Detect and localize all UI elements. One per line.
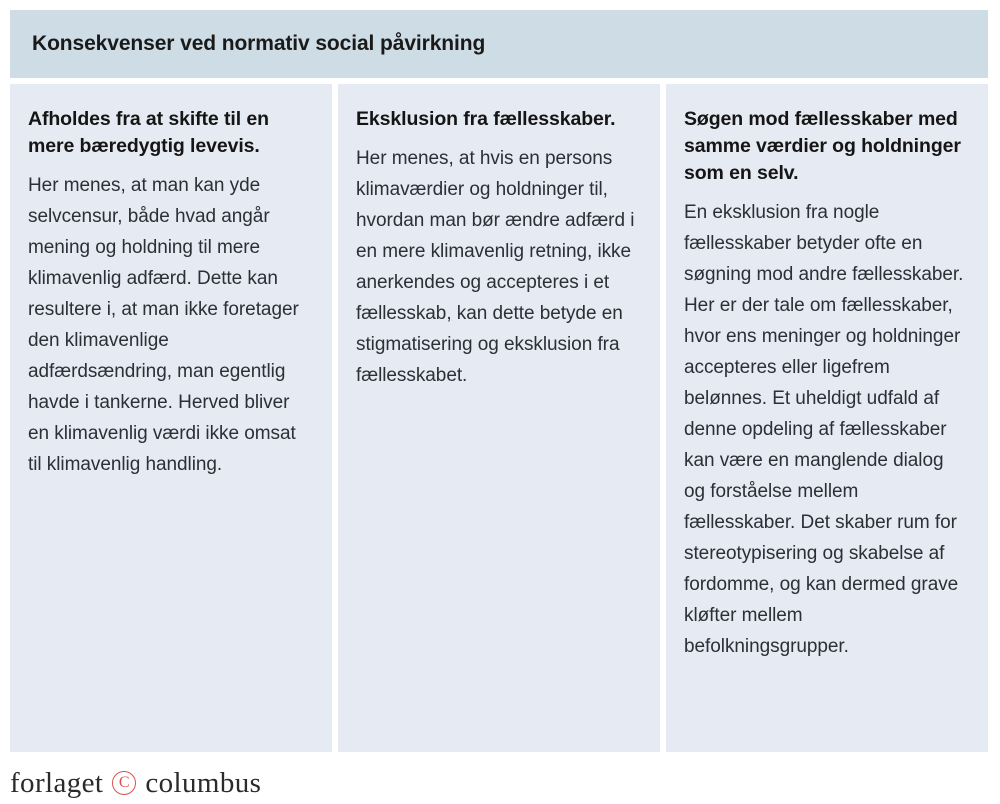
publisher-logo (10, 767, 261, 800)
column-1-heading: Afholdes fra at skifte til en mere bæredygtig levevis. (28, 108, 269, 157)
table-body (10, 84, 988, 752)
column-2-body: Her menes, at hvis en persons klimaværdier og holdninger til, hvordan man bør ændre adfærd i en mere klimavenlig retning, ikke anerkendes og accepteres i et fællesskab, kan dette betyde en stigmatisering og eksklusion fra fællesskabet. (356, 148, 635, 386)
column-3-heading: Søgen mod fællesskaber med samme værdier og holdninger som en selv. (684, 108, 961, 184)
table-column-1 (10, 84, 332, 752)
column-2-heading: Eksklusion fra fællesskaber. (356, 108, 616, 130)
logo-suffix-text: columbus (145, 766, 262, 799)
page-title: Konsekvenser ved normativ social påvirkning (32, 32, 486, 55)
logo-prefix-text: forlaget (10, 766, 104, 799)
page-footer (10, 762, 988, 804)
table-header-band (10, 10, 988, 78)
table-column-3 (666, 84, 988, 752)
column-3-body: En eksklusion fra nogle fællesskaber betyder ofte en søgning mod andre fællesskaber. Her er der tale om fællesskaber, hvor ens meninger og holdninger accepteres eller ligefrem belønnes. Et uheldigt udfald af denne opdeling af fællesskaber kan være en manglende dialog og forståelse mellem fællesskaber. Det skaber rum for stereotypisering og skabelse af fordomme, og kan dermed grave kløfter mellem befolkningsgrupper. (684, 202, 964, 657)
column-1-body: Her menes, at man kan yde selvcensur, både hvad angår mening og holdning til mere klimavenlig adfærd. Dette kan resultere i, at man ikke foretager den klimavenlige adfærdsændring, man egentlig havde i tankerne. Herved bliver en klimavenlig værdi ikke omsat til klimavenlig handling. (28, 175, 299, 475)
copyright-c-icon: C (112, 771, 136, 795)
table-column-2 (338, 84, 660, 752)
